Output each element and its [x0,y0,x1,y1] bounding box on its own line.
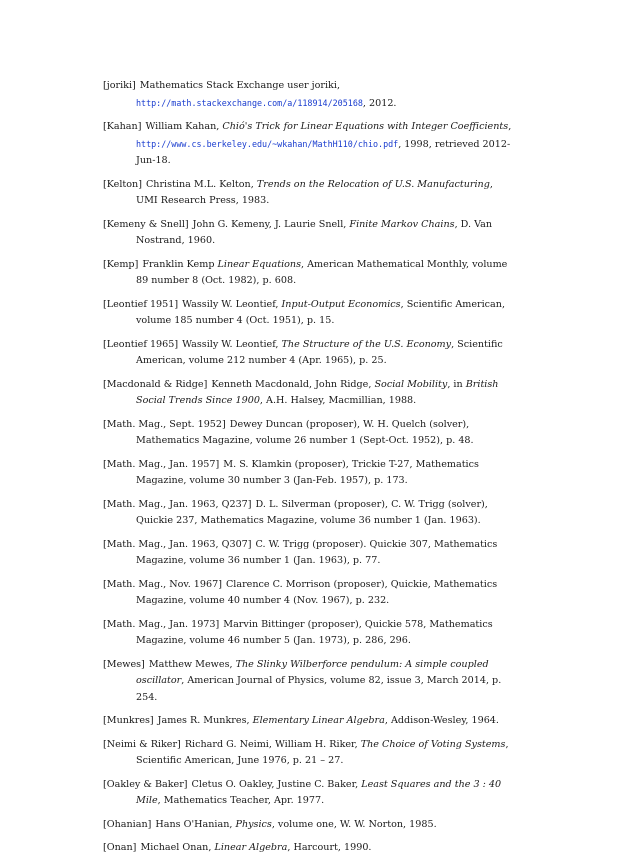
reference-text: Clarence C. Morrison (proposer), Quickie, Mathematics Magazine, volume 40 number 4 (Nov. 1967), p. 232. [136,578,498,606]
reference-entry [103,177,515,210]
reference-key: [Math. Mag., Nov. 1967] [103,578,222,590]
reference-title: The Choice of Voting Systems [360,738,506,750]
reference-entry [103,457,515,490]
reference-title: Physics [235,818,272,830]
reference-key: [Math. Mag., Jan. 1973] [103,618,220,630]
reference-text: John G. Kemeny, J. Laurie Snell, [192,218,350,230]
reference-entry [103,337,515,370]
reference-key: [Mewes] [103,658,145,670]
reference-text: Marvin Bittinger (proposer), Quickie 578, Mathematics Magazine, volume 46 number 5 (Jan. 1973), p. 286, 296. [136,618,493,646]
reference-text: Mathematics Stack Exchange user joriki, [139,80,340,91]
reference-entry [103,817,515,834]
reference-text: , in [447,378,466,390]
reference-title: The Structure of the U.S. Economy [281,338,452,350]
reference-entry [103,417,515,450]
reference-text: , UMI Research Press, 1983. [136,178,493,206]
reference-text: Wassily W. Leontief, [182,338,282,350]
reference-entry [103,119,515,170]
reference-text: Dewey Duncan (proposer), W. H. Quelch (solver), Mathematics Magazine, volume 26 number 1 (Sept-Oct. 1952), p. 48. [136,418,474,446]
reference-entry [103,713,515,730]
reference-text: William Kahan, [145,121,223,132]
reference-text: Hans O'Hanian, [155,818,236,830]
reference-entry [103,78,515,112]
reference-title: Input-Output Economics [281,298,401,310]
reference-text: Wassily W. Leontief, [182,298,282,310]
reference-text: , Mathematics Teacher, Apr. 1977. [157,795,325,806]
reference-text: , American Mathematical Monthly, volume 89 number 8 (Oct. 1982), p. 608. [136,258,508,286]
reference-link[interactable]: http://www.cs.berkeley.edu/~wkahan/MathH110/chio.pdf [136,138,399,149]
reference-text: , [508,121,512,132]
reference-text: , Scientific American, June 1976, p. 21 – 27. [136,738,509,766]
reference-text: , 2012. [362,97,397,109]
reference-text: , Harcourt, 1990. [287,842,372,853]
reference-text: , 1998, retrieved 2012-Jun-18. [136,138,511,166]
reference-title: Elementary Linear Algebra [252,715,385,726]
reference-list [103,78,515,864]
reference-key: [Math. Mag., Jan. 1963, Q237] [103,498,252,510]
reference-title: Least Squares and the 3 : 40 Mile [136,778,502,806]
reference-key: [Math. Mag., Jan. 1957] [103,458,220,470]
reference-text: Christina M.L. Kelton, [145,178,257,190]
reference-title: Chió's Trick for Linear Equations with Integer Coefficients [222,121,509,132]
reference-entry [103,840,515,857]
reference-link[interactable]: http://math.stackexchange.com/a/118914/205168 [136,97,363,108]
reference-entry [103,617,515,650]
reference-text: , Scientific American, volume 212 number 4 (Apr. 1965), p. 25. [136,338,503,366]
reference-key: [Leontief 1951] [103,298,179,310]
reference-key: [Kelton] [103,178,142,190]
reference-key: [Ohanian] [103,818,152,830]
reference-title: The Slinky Wilberforce pendulum: A simple coupled oscillator [136,658,489,686]
reference-text: , Addison-Wesley, 1964. [384,715,499,726]
reference-key: [Kemp] [103,258,139,270]
reference-text: Matthew Mewes, [148,658,236,670]
reference-entry [103,577,515,610]
reference-text: , Scientific American, volume 185 number 4 (Oct. 1951), p. 15. [136,298,506,326]
reference-text: , A.H. Halsey, Macmillian, 1988. [259,395,417,406]
reference-text: Kenneth Macdonald, John Ridge, [211,378,375,390]
reference-key: [Onan] [103,842,137,853]
reference-text: Richard G. Neimi, William H. Riker, [184,738,361,750]
reference-key: [Oakley & Baker] [103,778,188,790]
reference-key: [Kahan] [103,121,142,132]
reference-text: M. S. Klamkin (proposer), Trickie T-27, Mathematics Magazine, volume 30 number 3 (Jan-Feb. 1957), p. 173. [136,458,479,486]
reference-entry [103,657,515,707]
reference-entry [103,777,515,810]
reference-title: Finite Markov Chains [349,218,455,230]
reference-text: Michael Onan, [140,842,215,853]
reference-entry [103,257,515,290]
reference-entry [103,297,515,330]
reference-title: Social Mobility [374,378,448,390]
reference-key: [Kemeny & Snell] [103,218,189,230]
reference-key: [Munkres] [103,715,154,726]
reference-text: , American Journal of Physics, volume 82, issue 3, March 2014, p. 254. [136,675,502,703]
reference-text: , D. Van Nostrand, 1960. [136,218,493,246]
reference-key: [Macdonald & Ridge] [103,378,208,390]
reference-entry [103,497,515,530]
reference-key: [Math. Mag., Jan. 1963, Q307] [103,538,252,550]
reference-entry [103,737,515,770]
reference-key: [Math. Mag., Sept. 1952] [103,418,226,430]
reference-text: D. L. Silverman (proposer), C. W. Trigg (solver), Quickie 237, Mathematics Magazine, volume 36 number 1 (Jan. 1963). [136,498,488,526]
reference-text: C. W. Trigg (proposer). Quickie 307, Mathematics Magazine, volume 36 number 1 (Jan. 1963), p. 77. [136,538,498,566]
reference-title: British Social Trends Since 1900 [136,378,499,406]
reference-entry [103,217,515,250]
reference-entry [103,537,515,570]
reference-text: , volume one, W. W. Norton, 1985. [271,818,437,830]
reference-text: James R. Munkres, [157,715,253,726]
reference-key: [joriki] [103,80,136,91]
reference-title: Trends on the Relocation of U.S. Manufacturing [256,178,490,190]
reference-text: Franklin Kemp [142,258,218,270]
reference-text: Cletus O. Oakley, Justine C. Baker, [191,778,362,790]
reference-key: [Leontief 1965] [103,338,179,350]
reference-title: Linear Algebra [214,842,288,853]
reference-key: [Neimi & Riker] [103,738,181,750]
reference-title: Linear Equations [217,258,302,270]
reference-entry [103,377,515,410]
